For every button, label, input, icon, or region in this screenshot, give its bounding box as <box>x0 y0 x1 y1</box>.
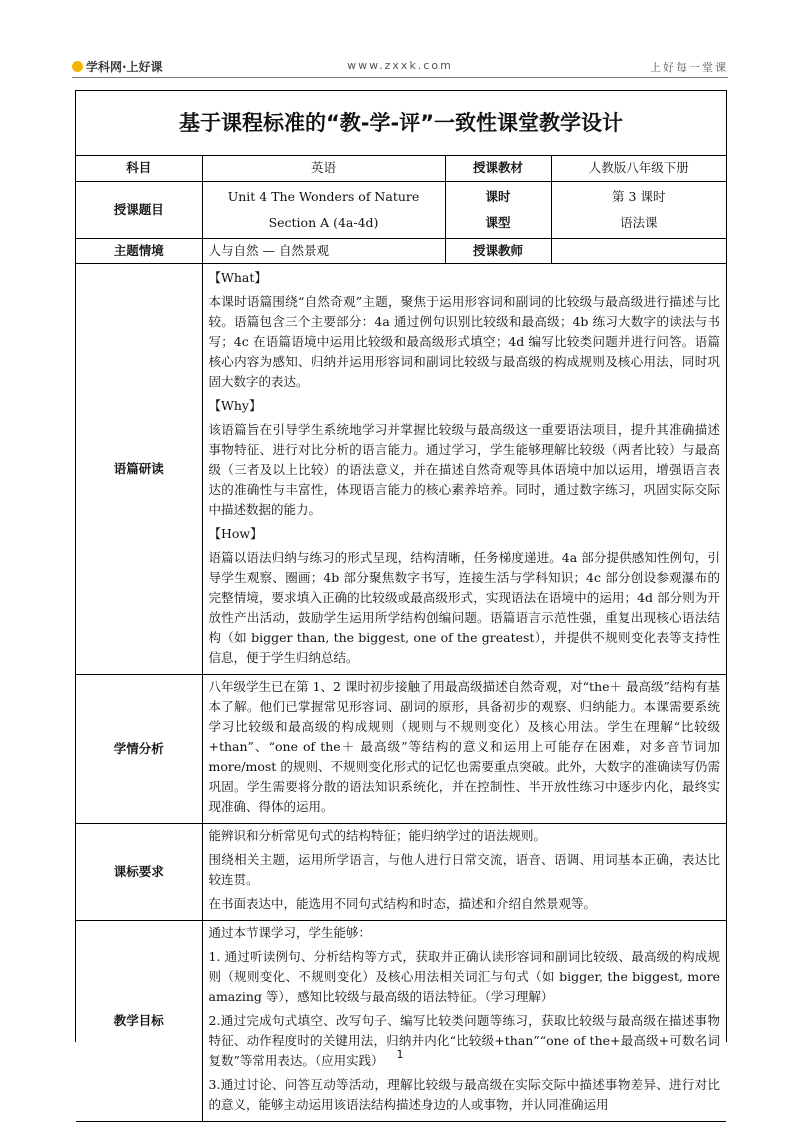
period-type-values <box>551 181 726 238</box>
how-text: 语篇以语法归纳与练习的形式呈现，结构清晰，任务梯度递进。4a 部分提供感知性例句，引导学生观察、圈画；4b 部分聚焦数字书写，连接生活与学科知识；4c 部分创设参观瀑布的完整情境，要求填入正确的比较级或最高级形式，实现语法在语境中的运用；4d 部分则为开放性产出活动，鼓励学生运用所学结构创编问题。语篇语言示范性强，重复出现核心语法结构（如 bigger than, the biggest, one of the greatest），并提供不规则变化表等支持性信息，便于学生归纳总结。 <box>208 549 720 665</box>
site-url: www.zxxk.com <box>347 59 453 72</box>
topic-label: 授课题目 <box>76 181 202 238</box>
theme-value: 人与自然 — 自然景观 <box>202 238 445 263</box>
standards-content <box>202 823 726 920</box>
standard-item: 在书面表达中，能选用不同句式结构和时态，描述和介绍自然景观等。 <box>208 895 597 911</box>
header-divider <box>72 77 728 78</box>
teacher-value <box>551 238 726 263</box>
what-heading: 【What】 <box>208 269 267 285</box>
table-row <box>76 674 726 823</box>
topic-line-1: Unit 4 The Wonders of Nature <box>227 188 420 204</box>
why-text: 该语篇旨在引导学生系统地学习并掌握比较级与最高级这一重要语法项目，提升其准确描述事物特征、进行对比分析的语言能力。通过学习，学生能够理解比较级（两者比较）与最高级（三者及以上比较）的语法意义，并在描述自然奇观等具体语境中加以运用，增强语言表达的准确性与丰富性，体现语言能力的核心素养培养。同时，通过数字练习，巩固实际交际中描述数据的能力。 <box>208 421 720 517</box>
what-text: 本课时语篇围绕“自然奇观”主题，聚焦于运用形容词和副词的比较级与最高级进行描述与比较。语篇包含三个主要部分：4a 通过例句识别比较级和最高级；4b 练习大数字的读法与书写；4c 在语篇语境中运用比较级和最高级形式填空；4d 编写比较类问题并进行问答。语篇核心内容为感知、归纳并运用形容词和副词比较级与最高级的构成规则及核心用法，同时巩固大数字的表达。 <box>208 293 720 389</box>
page-header <box>0 0 800 80</box>
analysis-content <box>202 263 726 674</box>
topic-line-2: Section A (4a-4d) <box>268 214 379 230</box>
subject-value: 英语 <box>202 156 445 181</box>
slogan: 上好每一堂课 <box>650 61 728 74</box>
objectives-content <box>202 920 726 1121</box>
table-row <box>76 823 726 920</box>
why-heading: 【Why】 <box>208 397 262 413</box>
period-value: 第 3 课时 <box>612 188 666 204</box>
table-row <box>76 238 726 263</box>
standards-label: 课标要求 <box>76 823 202 920</box>
objectives-label: 教学目标 <box>76 920 202 1121</box>
theme-label: 主题情境 <box>76 238 202 263</box>
topic-value <box>202 181 445 238</box>
learner-text: 八年级学生已在第 1、2 课时初步接触了用最高级描述自然奇观，对“the＋ 最高级”结构有基本了解。他们已掌握常见形容词、副词的原形，具备初步的观察、归纳能力。本课需要系统学习比较级和最高级的构成规则（规则与不规则变化）及核心用法。学生在理解“比较级+than”、“one of the＋ 最高级”等结构的意义和运用上可能存在困难，对多音节词加 more/most 的规则、不规则变化形式的记忆也需要重点突破。此外，大数字的准确读写仍需巩固。学生需要将分散的语法知识系统化，并在控制性、半开放性练习中逐步内化，最终实现准确、得体的运用。 <box>208 678 720 814</box>
lesson-plan-document <box>75 90 727 1112</box>
type-label: 课型 <box>485 214 511 230</box>
objective-item: 1. 通过听读例句、分析结构等方式，获取并正确认读形容词和副词比较级、最高级的构成规则（规则变化、不规则变化）及核心用法相关词汇与句式（如 bigger, the biggest, more amazing 等），感知比较级与最高级的语法特征。（学习理解） <box>208 948 720 1004</box>
subject-label: 科目 <box>76 156 202 181</box>
table-row <box>76 920 726 1121</box>
learner-label: 学情分析 <box>76 674 202 823</box>
standard-item: 能辨识和分析常见句式的结构特征；能归纳学过的语法规则。 <box>208 827 547 843</box>
how-heading: 【How】 <box>208 525 263 541</box>
table-row <box>76 156 726 181</box>
analysis-label: 语篇研读 <box>76 263 202 674</box>
textbook-value: 人教版八年级下册 <box>551 156 726 181</box>
objective-item: 2.通过完成句式填空、改写句子、编写比较类问题等练习，获取比较级与最高级在描述事物特征、动作程度时的关键用法，归纳并内化“比较级+than”“one of the+最高级+可数名词复数”等常用表达。（应用实践） <box>208 1012 720 1068</box>
table-row <box>76 263 726 674</box>
period-type-labels <box>445 181 551 238</box>
standard-item: 围绕相关主题，运用所学语言，与他人进行日常交流，语音、语调、用词基本正确，表达比较连贯。 <box>208 851 720 887</box>
objective-item: 3.通过讨论、问答互动等活动，理解比较级与最高级在实际交际中描述事物差异、进行对比的意义，能够主动运用该语法结构描述身边的人或事物，并认同准确运用 <box>208 1076 720 1112</box>
objectives-intro: 通过本节课学习，学生能够： <box>208 924 372 940</box>
teacher-label: 授课教师 <box>445 238 551 263</box>
period-label: 课时 <box>485 188 511 204</box>
type-value: 语法课 <box>619 214 658 230</box>
logo-text: 学科网·上好课 <box>86 60 163 74</box>
document-title: 基于课程标准的“教-学-评”一致性课堂教学设计 <box>76 91 726 156</box>
learner-content <box>202 674 726 823</box>
lesson-plan-table <box>76 156 726 1122</box>
page-number: 1 <box>396 1048 404 1061</box>
table-row <box>76 181 726 238</box>
textbook-label: 授课教材 <box>445 156 551 181</box>
